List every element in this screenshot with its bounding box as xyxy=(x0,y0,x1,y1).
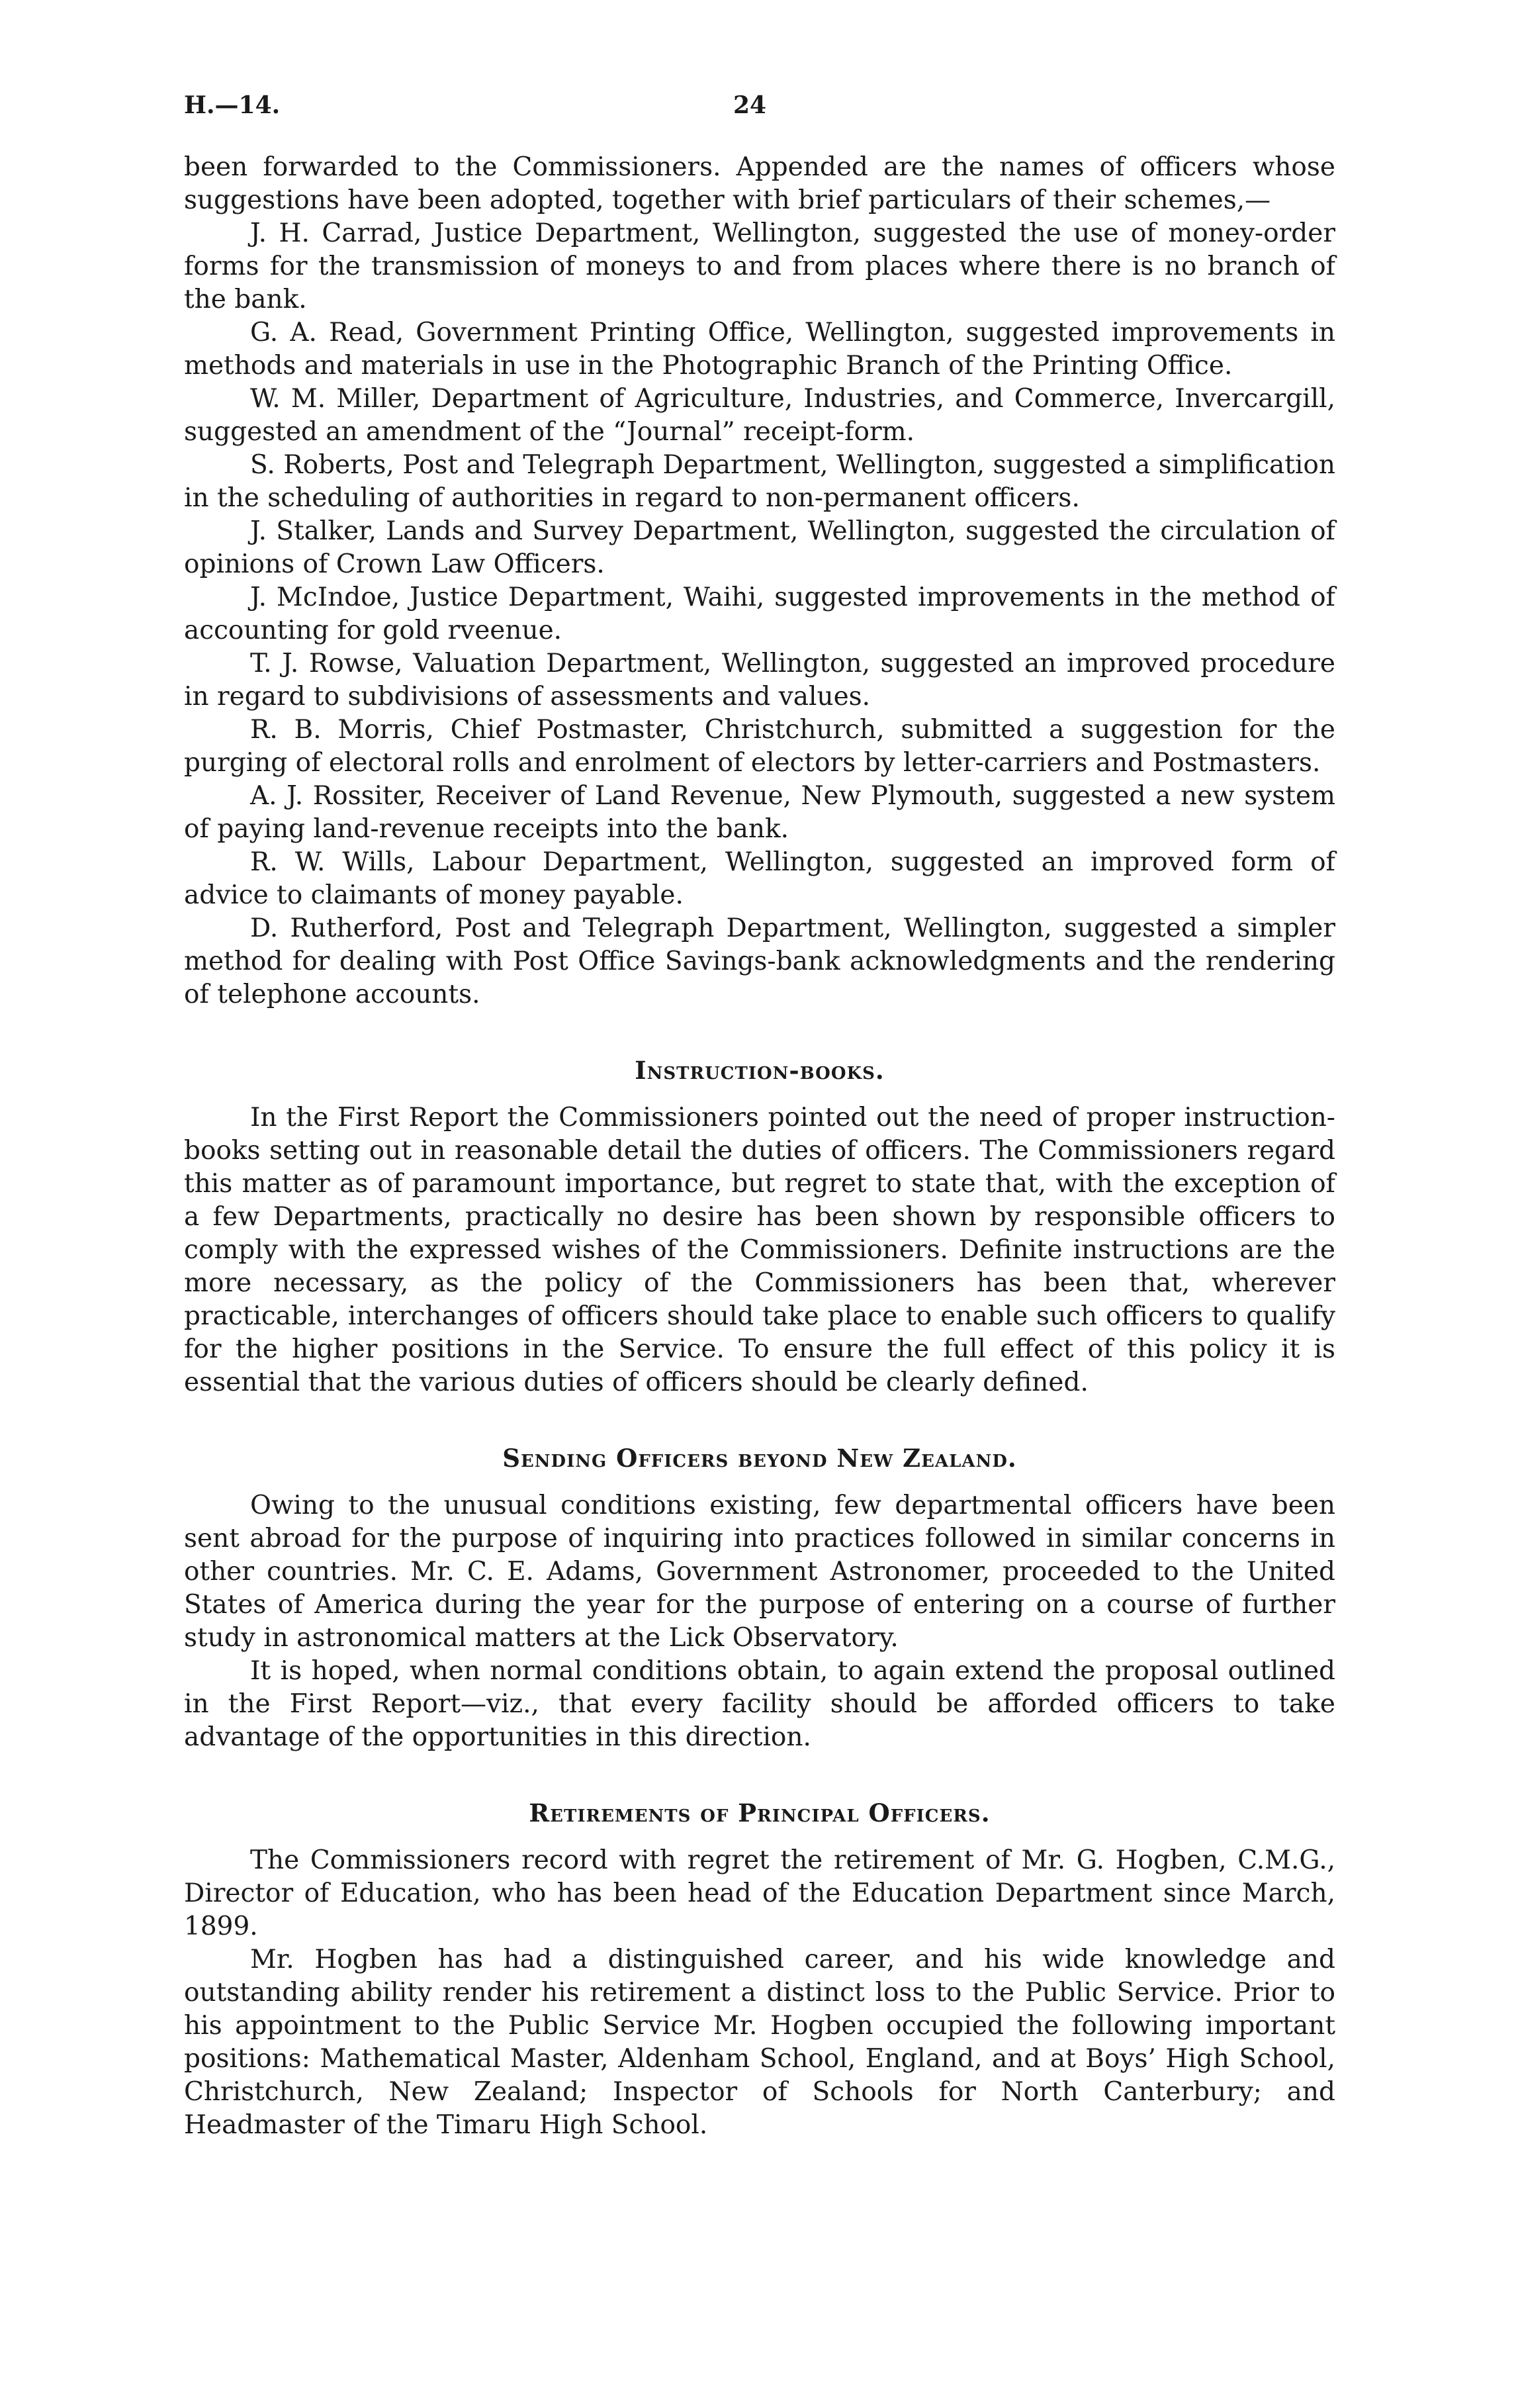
continued-paragraph: been forwarded to the Commissioners. Appended are the names of officers whose suggestions have been adopted, together with brief particulars of their schemes,— xyxy=(184,152,1335,215)
suggestion-item: J. McIndoe, Justice Department, Waihi, suggested improvements in the method of accounting for gold rveenue. xyxy=(184,582,1335,645)
report-reference: H.—14. xyxy=(184,91,281,119)
suggestion-item: T. J. Rowse, Valuation Department, Wellington, suggested an improved procedure in regard to subdivisions of assessments and values. xyxy=(184,649,1335,712)
instruction-books-heading: Instruction-books. xyxy=(635,1056,885,1085)
suggestion-item: R. W. Wills, Labour Department, Wellington, suggested an improved form of advice to claimants of money payable. xyxy=(184,847,1335,910)
page-body xyxy=(184,151,1335,2142)
retirements-paragraph: Mr. Hogben has had a distinguished career, and his wide knowledge and outstanding ability render his retirement a distinct loss to the Public Service. Prior to his appointment to the Public Service Mr. Hogben occupied the following important positions: Mathematical Master, Aldenham School, England, and at Boys’ High School, Christchurch, New Zealand; Inspector of Schools for North Canterbury; and Headmaster of the Timaru High School. xyxy=(184,1945,1335,2140)
suggestion-item: A. J. Rossiter, Receiver of Land Revenue, New Plymouth, suggested a new system of paying land-revenue receipts into the bank. xyxy=(184,781,1335,844)
suggestion-item: R. B. Morris, Chief Postmaster, Christchurch, submitted a suggestion for the purging of electoral rolls and enrolment of electors by letter-carriers and Postmasters. xyxy=(184,715,1335,778)
page-number: 24 xyxy=(733,91,767,119)
sending-officers-paragraph: Owing to the unusual conditions existing, few departmental officers have been sent abroad for the purpose of inquiring into practices followed in similar concerns in other countries. Mr. C. E. Adams, Government Astronomer, proceeded to the United States of America during the year for the purpose of entering on a course of further study in astronomical matters at the Lick Observatory. xyxy=(184,1491,1335,1653)
sending-officers-paragraph: It is hoped, when normal conditions obtain, to again extend the proposal outlined in the First Report—viz., that every facility should be afforded officers to take advantage of the opportunities in this direction. xyxy=(184,1656,1335,1752)
suggestion-item: S. Roberts, Post and Telegraph Department, Wellington, suggested a simplification in the scheduling of authorities in regard to non-permanent officers. xyxy=(184,450,1335,513)
suggestion-item: J. Stalker, Lands and Survey Department, Wellington, suggested the circulation of opinions of Crown Law Officers. xyxy=(184,516,1335,579)
suggestion-item: W. M. Miller, Department of Agriculture, Industries, and Commerce, Invercargill, suggested an amendment of the “Journal” receipt-form. xyxy=(184,384,1335,447)
suggestion-item: J. H. Carrad, Justice Department, Wellington, suggested the use of money-order forms for the transmission of moneys to and from places where there is no branch of the bank. xyxy=(184,218,1335,314)
suggestion-item: G. A. Read, Government Printing Office, Wellington, suggested improvements in methods and materials in use in the Photographic Branch of the Printing Office. xyxy=(184,318,1335,381)
suggestion-item: D. Rutherford, Post and Telegraph Department, Wellington, suggested a simpler method for dealing with Post Office Savings-bank acknowledgments and the rendering of telephone accounts. xyxy=(184,913,1335,1009)
sending-officers-heading: Sending Officers beyond New Zealand. xyxy=(502,1444,1017,1473)
instruction-books-paragraph: In the First Report the Commissioners pointed out the need of proper instruction-books setting out in reasonable detail the duties of officers. The Commissioners regard this matter as of paramount importance, but regret to state that, with the exception of a few Departments, practically no desire has been shown by responsible officers to comply with the expressed wishes of the Commissioners. Definite instructions are the more necessary, as the policy of the Commissioners has been that, wherever practicable, interchanges of officers should take place to enable such officers to qualify for the higher positions in the Service. To ensure the full effect of this policy it is essential that the various duties of officers should be clearly defined. xyxy=(184,1103,1335,1397)
retirements-heading: Retirements of Principal Officers. xyxy=(529,1798,991,1828)
running-head xyxy=(184,91,1335,131)
retirements-paragraph: The Commissioners record with regret the retirement of Mr. G. Hogben, C.M.G., Director of Education, who has been head of the Education Department since March, 1899. xyxy=(184,1845,1335,1941)
